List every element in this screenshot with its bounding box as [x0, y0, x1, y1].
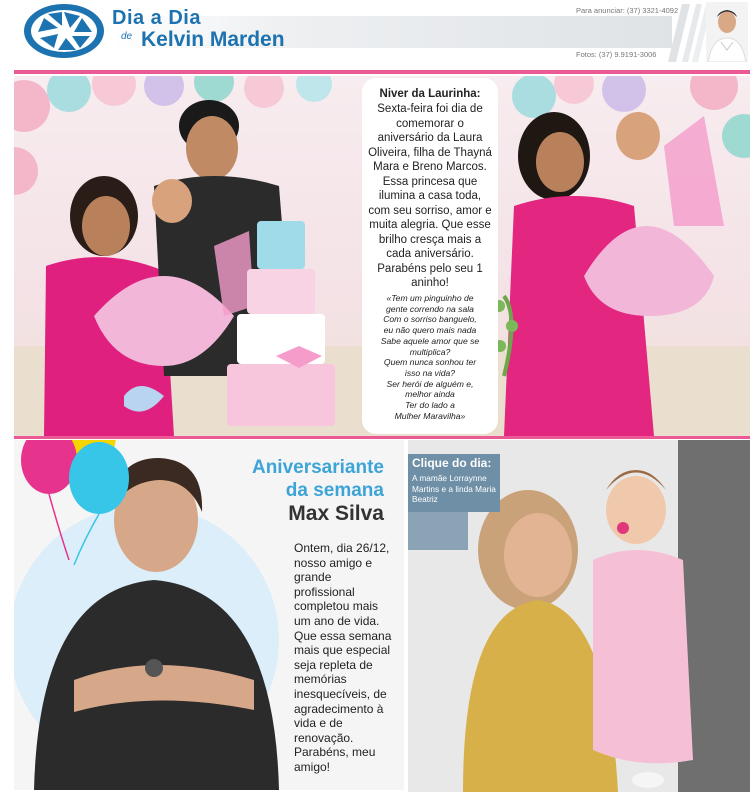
birthday-week-title-line1: Aniversariante: [251, 457, 384, 478]
header-title-line1: Dia a Dia: [112, 7, 201, 29]
poem-line: Sabe aquele amor que se: [380, 335, 480, 346]
poem-line: gente correndo na sala: [386, 303, 474, 314]
poem-line: Ter do lado a: [405, 400, 455, 411]
columnist-photo: [706, 2, 748, 62]
divider-middle: [14, 436, 750, 439]
ad-phone-text: Para anunciar: (37) 3321-4092: [576, 6, 679, 15]
poem-line: Com o sorriso banguelo,: [383, 314, 477, 325]
poem-line: «Tem um pinguinho de: [386, 293, 474, 303]
birthday-week-title-line2: da semana: [285, 480, 384, 501]
birthday-week-body: Ontem, dia 26/12, nosso amigo e grande profissional completou mais um ano de vida. Que essa semana mais que especial seja repleta de memórias inesquecíveis, de agradecimento à vida e de renovação. Parabéns, meu amigo!: [294, 541, 392, 774]
camera-aperture-icon: [22, 2, 106, 60]
birthday-week-name: Max Silva: [288, 502, 384, 525]
photo-of-day-title: Clique do dia:: [412, 456, 492, 470]
photo-phone-text: Fotos: (37) 9.9191-3006: [576, 50, 657, 59]
poem-line: melhor ainda: [405, 389, 455, 400]
photo-of-day-caption: A mamãe Lorraynne Martins e a linda Maria Beatriz: [412, 473, 496, 504]
header-title-de: de: [121, 31, 133, 42]
header-title-line2: Kelvin Marden: [141, 28, 285, 51]
birthday-title: Niver da Laurinha:: [379, 88, 481, 100]
birthday-body-text: Sexta-feira foi dia de comemorar o aniversário da Laura Oliveira, filha de Thayná Mara e Breno Marcos. Essa princesa que ilumina a casa toda, com seu sorriso, amor e muita alegria. Que esse brilho cresça mais a cada aniversário. Parabéns pelo seu 1 aninho!: [368, 103, 492, 289]
poem-line: multiplica?: [409, 346, 451, 357]
poem-line: isso na vida?: [404, 367, 456, 378]
divider-top: [14, 70, 750, 74]
poem-line: Quem nunca sonhou ter: [383, 357, 477, 368]
poem-line: Ser herói de alguém e,: [386, 378, 474, 389]
poem-line: eu não quero mais nada: [383, 325, 477, 336]
birthday-poem: [368, 293, 492, 421]
poem-line: Mulher Maravilha»: [394, 410, 466, 421]
